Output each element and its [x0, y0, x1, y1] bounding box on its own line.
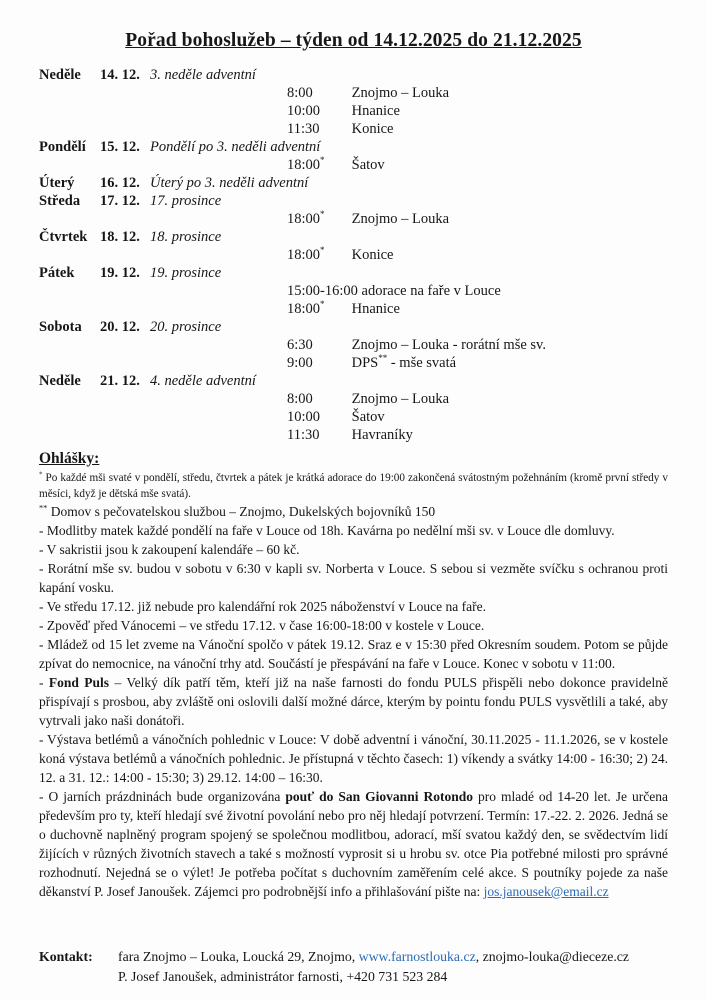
footnote-marker: ** — [378, 353, 388, 364]
announcement-paragraph-vystava: - Výstava betlémů a vánočních pohlednic v Louce: V době adventní i vánoční, 30.11.2025 - 11.1.2026, se v kostele koná výstava betlémů a vánočních pohlednic. Je přístupná v těchto časech: 1) víkendy a svátky 14:00 - 16:30; 2) 24. 12. a 31. 12.: 14:00 - 15:30; 3) 29.12. 14:00 – 16:30. — [39, 732, 668, 785]
footnote-marker: * — [320, 155, 325, 166]
day-feast: 19. prosince — [150, 265, 222, 281]
schedule-day-row — [39, 193, 668, 209]
day-label: Středa — [39, 193, 81, 209]
schedule-day-row — [39, 373, 668, 389]
day-date: 16. 12. — [100, 175, 140, 191]
day-feast: 17. prosince — [150, 193, 222, 209]
announcement-paragraph: - Mládež od 15 let zveme na Vánoční spolčo v pátek 19.12. Sraz e v 15:30 před Okresním soudem. Potom se půjde zpívat do nemocnice, na vánoční trhy atd. Součástí je přespávání na faře v Louce. Konec v sobotu v 11:00. — [39, 637, 668, 671]
service-time: 15:00-16:00 — [287, 283, 358, 299]
day-date: 14. 12. — [100, 67, 140, 83]
day-feast: Pondělí po 3. neděli adventní — [150, 139, 321, 155]
service-place: Havraníky — [351, 427, 413, 443]
service-time: 9:00 — [287, 355, 313, 371]
day-label: Pátek — [39, 265, 75, 281]
service-place: Hnanice — [351, 301, 400, 317]
contact-line2: P. Josef Janoušek, administrátor farnosti, +420 731 523 284 — [118, 969, 448, 984]
footnote-marker: ** — [39, 503, 48, 513]
service-row — [39, 427, 668, 443]
schedule-day-row — [39, 265, 668, 281]
service-place: Šatov — [351, 157, 385, 173]
announcement-paragraph: - V sakristii jsou k zakoupení kalendáře – 60 kč. — [39, 542, 300, 557]
contact-section — [39, 947, 668, 987]
day-label: Úterý — [39, 175, 75, 191]
service-place: Znojmo – Louka — [351, 391, 450, 407]
announcement-paragraph: - Zpověď před Vánocemi – ve středu 17.12. v čase 16:00-18:00 v kostele v Louce. — [39, 618, 485, 633]
day-date: 21. 12. — [100, 373, 140, 389]
service-row — [39, 391, 668, 407]
day-date: 18. 12. — [100, 229, 140, 245]
schedule-day-row — [39, 175, 668, 191]
schedule-day-row — [39, 139, 668, 155]
day-date: 19. 12. — [100, 265, 140, 281]
contact-body — [118, 947, 668, 987]
announcement-paragraph: - Rorátní mše sv. budou v sobotu v 6:30 v kapli sv. Norberta v Louce. S sebou si vezměte svíčku s ochranou proti kapání vosku. — [39, 561, 668, 595]
day-date: 15. 12. — [100, 139, 140, 155]
day-feast: 4. neděle adventní — [150, 373, 256, 389]
footnote-double-asterisk: ** Domov s pečovatelskou službou – Znojmo, Dukelských bojovníků 150 — [39, 503, 436, 519]
service-place: adorace na faře v Louce — [361, 283, 501, 299]
day-label: Neděle — [39, 67, 81, 83]
service-place: Znojmo – Louka — [351, 211, 450, 227]
day-date: 17. 12. — [100, 193, 140, 209]
service-place: Konice — [351, 247, 394, 263]
day-date: 20. 12. — [100, 319, 140, 335]
announcement-paragraph-pout: - O jarních prázdninách bude organizována pouť do San Giovanni Rotondo pro mladé od 14-20 let. Je určena především pro ty, kteří hledají své životní povolání nebo pro něj hledají potvrzení. Termín: 17.-22. 2. 2026. Jedná se o duchovně naplněný program spojený se společnou modlitbou, adorací, mší svatou každý den, se svědectvím lidí žijících v různých životních stavech a také s možností vyprosit si u hrobu sv. otce Pia potřebné milosti pro správné rozhodnutí. Nejedná se o výlet! Je potřeba počítat s duchovním zaměřením celé akce. S poutníky pojede za naše děkanství P. Josef Janoušek. Zájemci pro podrobnější info a přihlašování pište na: jos.janousek@email.cz — [39, 789, 668, 899]
schedule — [39, 67, 668, 443]
service-time: 8:00 — [287, 391, 313, 407]
schedule-day-row — [39, 229, 668, 245]
email-link[interactable]: jos.janousek@email.cz — [483, 884, 609, 899]
announcements-section — [39, 450, 668, 901]
service-place: Konice — [351, 121, 394, 137]
service-row — [39, 283, 668, 299]
day-feast: 20. prosince — [150, 319, 222, 335]
day-feast: Úterý po 3. neděli adventní — [150, 175, 309, 191]
day-feast: 3. neděle adventní — [150, 67, 256, 83]
schedule-day-row — [39, 319, 668, 335]
service-place: Hnanice — [351, 103, 400, 119]
service-time: 10:00 — [287, 409, 321, 425]
service-time: 18:00* — [287, 245, 325, 263]
pout-bold: pouť do San Giovanni Rotondo — [285, 789, 473, 804]
service-row — [39, 103, 668, 119]
footnote-marker: * — [320, 299, 325, 310]
service-row — [39, 247, 668, 263]
service-time: 8:00 — [287, 85, 313, 101]
service-place: DPS** - mše svatá — [351, 353, 457, 371]
service-place: Šatov — [351, 409, 385, 425]
service-time: 11:30 — [287, 121, 320, 137]
announcement-paragraph: - Ve středu 17.12. již nebude pro kalendářní rok 2025 náboženství v Louce na faře. — [39, 599, 486, 614]
contact-line1: fara Znojmo – Louka, Loucká 29, Znojmo, www.farnostlouka.cz, znojmo-louka@dieceze.cz — [118, 949, 630, 964]
footnote-asterisk: * Po každé mši svaté v pondělí, středu, čtvrtek a pátek je krátká adorace do 19:00 zakončená svátostným požehnáním (kromě první středy v měsíci, když je dětská mše svatá). — [39, 470, 668, 500]
service-row — [39, 355, 668, 371]
footnote-marker: * — [320, 209, 325, 220]
page-title: Pořad bohoslužeb – týden od 14.12.2025 do 21.12.2025 — [125, 30, 582, 51]
service-time: 10:00 — [287, 103, 321, 119]
announcements-heading: Ohlášky: — [39, 450, 100, 467]
service-row — [39, 337, 668, 353]
service-row — [39, 211, 668, 227]
service-place: Znojmo – Louka — [351, 85, 450, 101]
service-row — [39, 301, 668, 317]
service-row — [39, 409, 668, 425]
service-time: 18:00* — [287, 209, 325, 227]
service-place: Znojmo – Louka - rorátní mše sv. — [351, 337, 546, 353]
service-time: 6:30 — [287, 337, 313, 353]
announcement-paragraph-fond-puls: - Fond Puls – Velký dík patří těm, kteří již na naše farnosti do fondu PULS přispěli nebo dokonce pravidelně přispívají s prosbou, aby zvláště oni oslovili další možné dárce, kterým by pointu fondu PULS vysvětlili a také, aby vytrvali jako naši donátoři. — [39, 675, 668, 728]
schedule-day-row — [39, 67, 668, 83]
day-label: Neděle — [39, 373, 81, 389]
footnote-marker: * — [320, 245, 325, 256]
service-row — [39, 121, 668, 137]
day-feast: 18. prosince — [150, 229, 222, 245]
fond-puls-bold: Fond Puls — [48, 675, 110, 690]
website-link[interactable]: www.farnostlouka.cz — [358, 949, 476, 964]
footnote-marker: * — [39, 470, 43, 479]
service-time: 18:00* — [287, 155, 325, 173]
day-label: Čtvrtek — [39, 229, 88, 245]
contact-label: Kontakt: — [39, 949, 93, 964]
service-time: 18:00* — [287, 299, 325, 317]
service-row — [39, 157, 668, 173]
service-row — [39, 85, 668, 101]
announcement-paragraph: - Modlitby matek každé pondělí na faře v Louce od 18h. Kavárna po nedělní mši sv. v Louce dle domluvy. — [39, 523, 615, 538]
service-time: 11:30 — [287, 427, 320, 443]
day-label: Pondělí — [39, 139, 86, 155]
day-label: Sobota — [39, 319, 82, 335]
